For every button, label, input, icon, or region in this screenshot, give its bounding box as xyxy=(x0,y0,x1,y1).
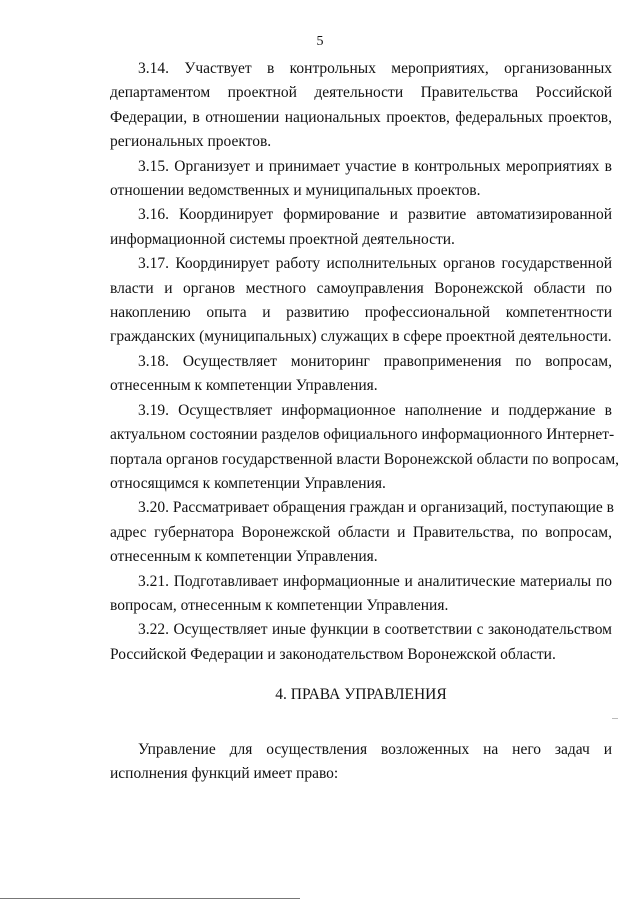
clause-line: 3.21. Подготавливает информационные и аналитические материалы по xyxy=(138,572,612,590)
clause-line: департаментом проектной деятельности Правительства Российской xyxy=(110,84,612,102)
clause-line: 3.16. Координирует формирование и развитие автоматизированной xyxy=(138,206,612,224)
intro-line: исполнения функций имеет право: xyxy=(110,765,339,783)
clause-line: 3.18. Осуществляет мониторинг правоприменения по вопросам, xyxy=(138,352,612,370)
footer-rule xyxy=(0,898,300,899)
clause-line: относящимся к компетенции Управления. xyxy=(110,474,386,492)
intro-line: Управление для осуществления возложенных на него задач и xyxy=(138,741,612,758)
clause-line: Федерации, в отношении национальных проектов, федеральных проектов, xyxy=(110,108,612,126)
page-number: 5 xyxy=(316,34,324,49)
clause-3-17 xyxy=(110,252,612,350)
section-intro xyxy=(110,738,612,787)
clause-3-19 xyxy=(110,399,620,497)
clause-3-20 xyxy=(110,496,612,569)
clause-line: накоплению опыта и развитию профессиональной компетентности xyxy=(110,304,612,322)
clause-line: отношении ведомственных и муниципальных проектов. xyxy=(110,182,481,200)
clause-line: 3.20. Рассматривает обращения граждан и организаций, поступающие в xyxy=(138,499,614,517)
clause-line: 3.17. Координирует работу исполнительных органов государственной xyxy=(138,255,612,273)
document-body xyxy=(110,57,620,667)
clause-line: отнесенным к компетенции Управления. xyxy=(110,377,378,395)
clause-line: отнесенным к компетенции Управления. xyxy=(110,548,378,566)
clause-line: региональных проектов. xyxy=(110,133,272,151)
clause-line: информационной системы проектной деятельности. xyxy=(110,230,455,248)
clause-line: 3.19. Осуществляет информационное наполнение и поддержание в xyxy=(138,401,612,419)
clause-3-22 xyxy=(110,618,612,667)
scan-artifact-mark xyxy=(612,718,618,719)
clause-3-18 xyxy=(110,350,612,399)
clause-line: вопросам, отнесенным к компетенции Управления. xyxy=(110,596,449,614)
section-heading: 4. ПРАВА УПРАВЛЕНИЯ xyxy=(275,686,447,703)
clause-3-21 xyxy=(110,570,612,619)
clause-line: портала органов государственной власти Воронежской области по вопросам, xyxy=(110,450,620,468)
clause-line: 3.14. Участвует в контрольных мероприятиях, организованных xyxy=(138,60,612,77)
clause-3-14 xyxy=(110,57,612,155)
clause-line: 3.22. Осуществляет иные функции в соответствии с законодательством xyxy=(138,621,612,639)
clause-line: адрес губернатора Воронежской области и Правительства, по вопросам, xyxy=(110,523,612,541)
clause-3-15 xyxy=(110,155,612,204)
clause-3-16 xyxy=(110,203,612,252)
clause-line: 3.15. Организует и принимает участие в контрольных мероприятиях в xyxy=(138,157,612,175)
clause-line: Российской Федерации и законодательством Воронежской области. xyxy=(110,645,556,663)
clause-line: актуальном состоянии разделов официального информационного Интернет- xyxy=(110,426,615,444)
clause-line: гражданских (муниципальных) служащих в сфере проектной деятельности. xyxy=(110,328,612,346)
clause-line: власти и органов местного самоуправления Воронежской области по xyxy=(110,279,612,297)
